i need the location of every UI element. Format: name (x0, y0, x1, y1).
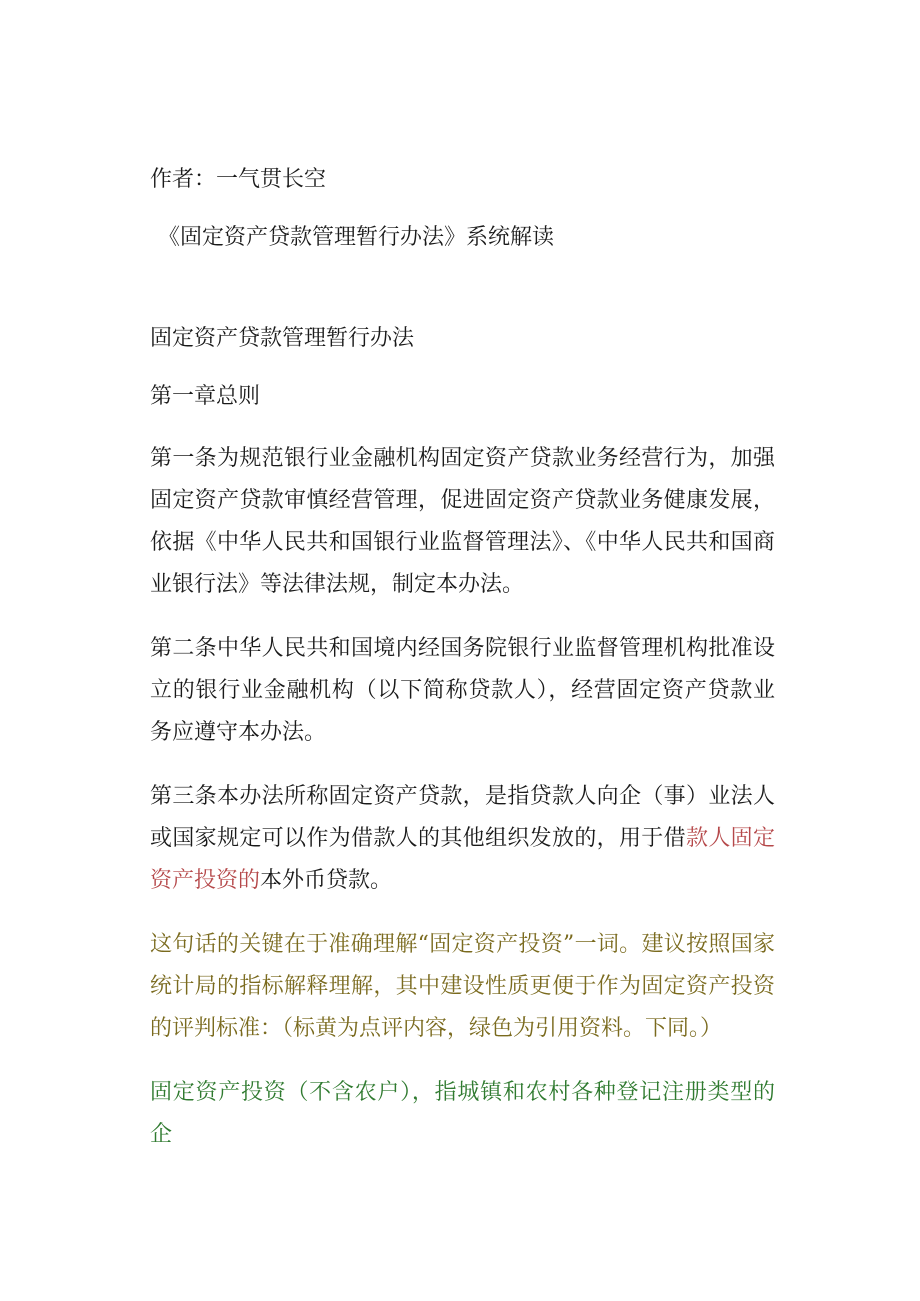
article-3-text-b: 本外币贷款。 (260, 868, 393, 893)
article-3 (150, 776, 775, 902)
commentary-paragraph: 这句话的关键在于准确理解“固定资产投资”一词。建议按照国家统计局的指标解释理解，其中建设性质更便于作为固定资产投资的评判标准：（标黄为点评内容，绿色为引用资料。下同。） (150, 932, 775, 1041)
article-1: 第一条为规范银行业金融机构固定资产贷款业务经营行为，加强固定资产贷款审慎经营管理，促进固定资产贷款业务健康发展，依据《中华人民共和国银行业监督管理法》、《中华人民共和国商业银行法》等法律法规，制定本办法。 (150, 446, 775, 597)
article-3-text-a: 第三条本办法所称固定资产贷款，是指贷款人向企（事）业法人或国家规定可以作为借款人的其他组织发放的，用于借 (150, 784, 775, 851)
law-title: 固定资产贷款管理暂行办法 (150, 326, 415, 351)
article-2: 第二条中华人民共和国境内经国务院银行业监督管理机构批准设立的银行业金融机构（以下简称贷款人），经营固定资产贷款业务应遵守本办法。 (150, 636, 775, 745)
article-3-highlight: 款人固定资产投资的 (150, 826, 775, 893)
chapter-heading: 第一章总则 (150, 384, 261, 409)
quoted-reference: 固定资产投资（不含农户），指城镇和农村各种登记注册类型的企 (150, 1080, 775, 1147)
author-line: 作者：一气贯长空 (150, 167, 327, 192)
document-title: 《固定资产贷款管理暂行办法》系统解读 (158, 225, 555, 250)
